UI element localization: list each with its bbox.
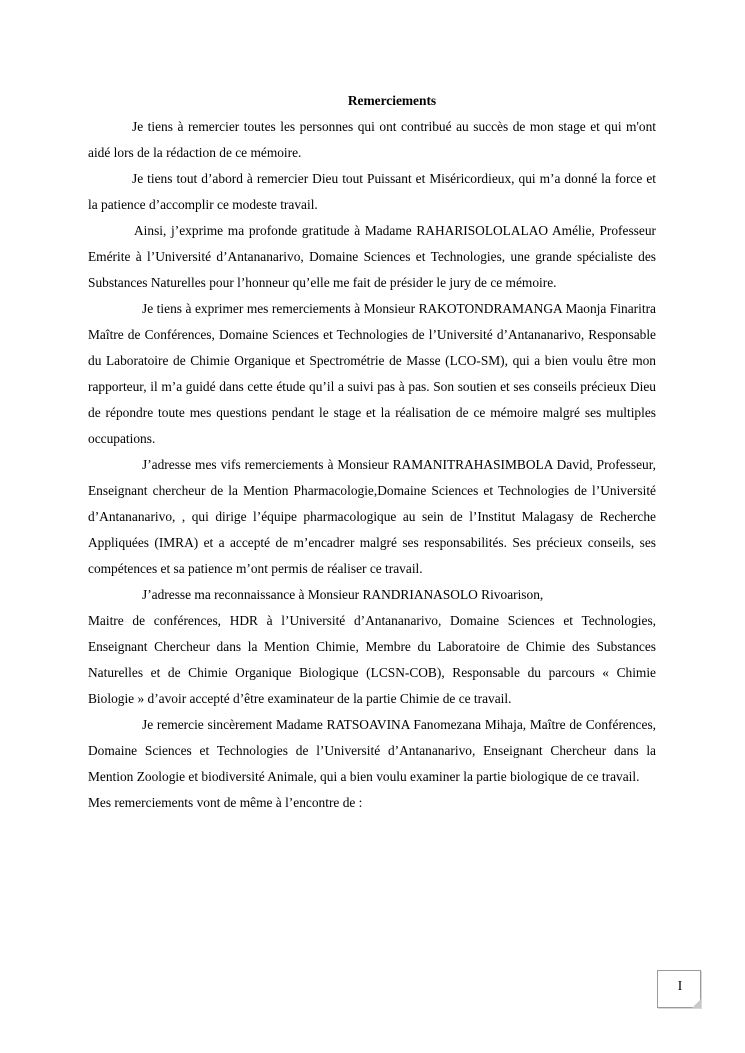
paragraph-encadreur: J’adresse mes vifs remerciements à Monsieur RAMANITRAHASIMBOLA David, Professeur, Enseignant chercheur de la Mention Pharmacologie,Domaine Sciences et Technologies de l’Université d’Antananarivo, , qui dirige l’équipe pharmacologique au sein de l’Institut Malagasy de Recherche Appliquées (IMRA) et a accepté de m’encadrer malgré ses responsabilités. Ses précieux conseils, ses compétences et sa patience m’ont permis de réaliser ce travail. [88,457,656,576]
paragraph-president: Ainsi, j’exprime ma profonde gratitude à Madame RAHARISOLOLALAO Amélie, Professeur Emérite à l’Université d’Antananarivo, Domaine Sciences et Technologies, une grande spécialiste des Substances Naturelles pour l’honneur qu’elle me fait de présider le jury de ce mémoire. [88,223,656,290]
paragraph-rapporteur: Je tiens à exprimer mes remerciements à Monsieur RAKOTONDRAMANGA Maonja Finaritra Maître de Conférences, Domaine Sciences et Technologies de l’Université d’Antananarivo, Responsable du Laboratoire de Chimie Organique et Spectrométrie de Masse (LCO-SM), qui a bien voulu être mon rapporteur, il m’a guidé dans cette étude qu’il a suivi pas à pas. Son soutien et ses conseils précieux Dieu de répondre toute mes questions pendant le stage et la réalisation de ce mémoire malgré ses multiples occupations. [88,301,656,446]
paragraph-god: Je tiens tout d’abord à remercier Dieu tout Puissant et Miséricordieux, qui m’a donné la force et la patience d’accomplir ce modeste travail. [88,171,656,212]
paragraph-examinateur-chimie: Maitre de conférences, HDR à l’Université d’Antananarivo, Domaine Sciences et Technologies, Enseignant Chercheur dans la Mention Chimie, Membre du Laboratoire de Chimie des Substances Naturelles et de Chimie Organique Biologique (LCSN-COB), Responsable du parcours « Chimie Biologie » d’avoir accepté d’être examinateur de la partie Chimie de ce travail. [88,613,656,706]
page-title: Remerciements [347,93,437,108]
paragraph-intro: Je tiens à remercier toutes les personnes qui ont contribué au succès de mon stage et qui m'ont aidé lors de la rédaction de ce mémoire. [88,119,656,160]
page-corner-fold [692,999,701,1008]
page-number: I [677,978,683,993]
paragraph-closing: Mes remerciements vont de même à l’encontre de : [88,795,363,810]
paragraph-examinateur-intro: J’adresse ma reconnaissance à Monsieur RANDRIANASOLO Rivoarison, [142,587,544,602]
paragraph-examinateur-biologie: Je remercie sincèrement Madame RATSOAVINA Fanomezana Mihaja, Maître de Conférences, Domaine Sciences et Technologies de l’Université d’Antananarivo, Enseignant Chercheur dans la Mention Zoologie et biodiversité Animale, qui a bien voulu examiner la partie biologique de ce travail. [88,717,656,784]
page-number-box [657,970,701,1008]
document-body [88,88,656,816]
